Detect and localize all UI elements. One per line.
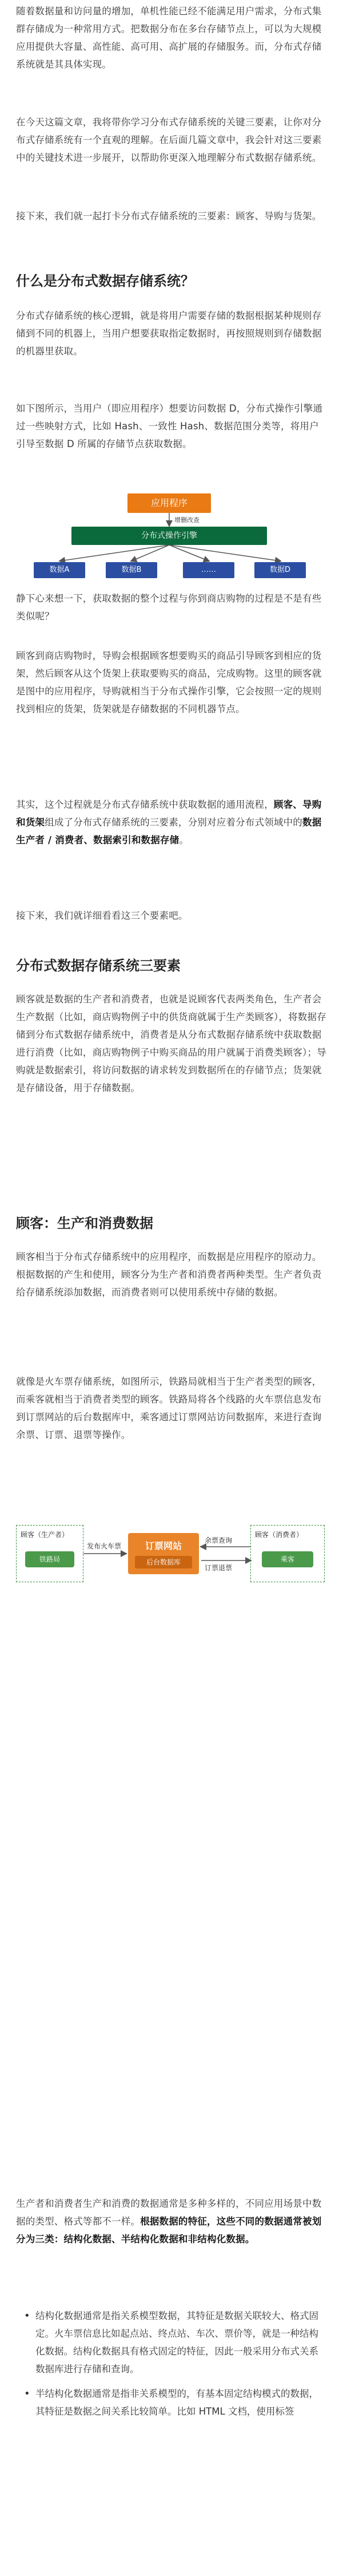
text-span: 。 <box>179 835 189 846</box>
transition-paragraph: 接下来，我们就详细看看这三个要素吧。 <box>16 910 188 921</box>
section-heading-three-elements: 分布式数据存储系统三要素 <box>16 958 181 974</box>
bold-span: 根据数据的特征，这些不同的数据通常被划分为三类：结构化数据、半结构化数据和非结构化数据。 <box>16 2216 322 2245</box>
passenger-box: 乘客 <box>262 1551 313 1567</box>
railway-bureau-box: 铁路局 <box>25 1551 74 1567</box>
list-item-structured: • 结构化数据通常是指关系模型数据，其特征是数据关联较大、格式固定。火车票信息比如起点站、终点站、车次、票价等，就是一种结构化数据。结构化数据具有格式固定的特征，因此一般采用分布式关系数据库进行存储和查询。 <box>29 2307 327 2378</box>
section-heading-customers: 顾客：生产和消费数据 <box>16 1215 153 1231</box>
text-span: 生产者和消费者生产和消费的数据通常是多种多样的，不同应用场景中数据的类型、格式等都不一样。 <box>16 2198 322 2227</box>
application-box: 应用程序 <box>127 493 211 513</box>
bold-span: 顾客、导购和货架 <box>16 799 322 828</box>
data-node-d: 数据D <box>254 562 306 578</box>
producer-caption: 顾客（生产者） <box>21 1531 69 1539</box>
text-span: 组成了分布式存储系统的三要素，分别对应着分布式领域中的 <box>45 817 303 828</box>
distributed-storage-diagram <box>31 493 312 579</box>
booking-label: 订票退票 <box>205 1564 233 1572</box>
roles-paragraph: 顾客就是数据的生产者和消费者，也就是说顾客代表两类角色，生产者会生产数据（比如，商店购物例子中的供货商就属于生产类顾客），将数据存储到分布式数据存储系统中，消费者是从分布式数据存储系统中获取数据进行消费（比如，商店购物例子中购买商品的用户就属于消费类顾客）；导购就是数据索引，将访问数据的请求转发到数据所在的存储节点；货架就是存储设备，用于存储数据。 <box>16 994 326 1093</box>
data-node-a: 数据A <box>34 562 85 578</box>
text-span: 其实，这个过程就是分布式存储系统中获取数据的通用流程， <box>16 799 274 810</box>
intro-paragraph-2: 在今天这篇文章，我将带你学习分布式存储系统的关键三要素，让你对分布式存储系统有一个直观的理解。在后面几篇文章中，我会针对这三要素中的关键技术进一步展开，以帮助你更深入地理解分布式数据存储系统。 <box>16 117 322 163</box>
ticket-website-title: 订票网站 <box>145 1540 182 1551</box>
access-flow-paragraph: 如下图所示，当用户（即应用程序）想要访问数据 D，分布式操作引擎通过一些映射方式，比如 Hash、一致性 Hash、数据范围分类等，将用户引导至数据 D 所属的存储节点获取数据。 <box>16 403 323 449</box>
query-label: 余票查询 <box>205 1536 233 1544</box>
core-logic-paragraph: 分布式存储系统的核心逻辑，就是将用户需要存储的数据根据某种规则存储到不同的机器上，当用户想要获取指定数据时，再按照规则到存储数据的机器里获取。 <box>16 310 322 357</box>
ticket-website-box <box>128 1533 199 1574</box>
bold-span: 数据生产者 / 消费者、数据索引和数据存储 <box>16 817 322 846</box>
intro-paragraph-3: 接下来，我们就一起打卡分布式存储系统的三要素：顾客、导购与货架。 <box>16 211 322 222</box>
three-elements-paragraph <box>16 796 327 849</box>
analogy-question-paragraph: 静下心来想一下，获取数据的整个过程与你到商店购物的过程是不是有些类似呢？ <box>16 593 322 622</box>
section-heading-what-is: 什么是分布式数据存储系统？ <box>16 273 194 289</box>
customer-role-paragraph: 顾客相当于分布式存储系统中的应用程序，而数据是应用程序的原动力。根据数据的产生和使用，顾客分为生产者和消费者两种类型。生产者负责给存储系统添加数据，而消费者则可以使用系统中存储的数据。 <box>16 1251 322 1298</box>
train-ticket-paragraph: 就像是火车票存储系统，如图所示，铁路局就相当于生产者类型的顾客，而乘客就相当于消费者类型的顾客。铁路局将各个线路的火车票信息发布到订票网站的后台数据库中，乘客通过订票网站访问数据库，来进行查询余票、订票、退票等操作。 <box>16 1376 322 1440</box>
train-ticket-diagram <box>16 1511 328 1603</box>
crud-label: 增删改查 <box>174 516 200 524</box>
data-node-ellipsis: …… <box>183 562 234 578</box>
publish-label: 发布火车票 <box>87 1542 122 1550</box>
data-types-paragraph <box>16 2195 327 2248</box>
data-types-list <box>16 2307 327 2420</box>
data-node-b: 数据B <box>106 562 157 578</box>
consumer-caption: 顾客（消费者） <box>255 1531 304 1539</box>
operation-engine-box: 分布式操作引擎 <box>71 527 267 545</box>
list-item-semi-structured: • 半结构化数据通常是指非关系模型的，有基本固定结构模式的数据，其特征是数据之间关系比较简单。比如 HTML 文档，使用标签 <box>29 2385 327 2420</box>
backend-database-label: 后台数据库 <box>135 1556 192 1568</box>
shopping-analogy-paragraph: 顾客到商店购物时，导购会根据顾客想要购买的商品引导顾客到相应的货架，然后顾客从这个货架上获取要购买的商品，完成购物。这里的顾客就是图中的应用程序，导购就相当于分布式操作引擎，它会按照一定的规则找到相应的货架，货架就是存储数据的不同机器节点。 <box>16 650 322 714</box>
intro-paragraph: 随着数据量和访问量的增加，单机性能已经不能满足用户需求，分布式集群存储成为一种常用方式。把数据分布在多台存储节点上，可以为大规模应用提供大容量、高性能、高可用、高扩展的存储服务。而，分布式存储系统就是其具体实现。 <box>16 6 322 70</box>
